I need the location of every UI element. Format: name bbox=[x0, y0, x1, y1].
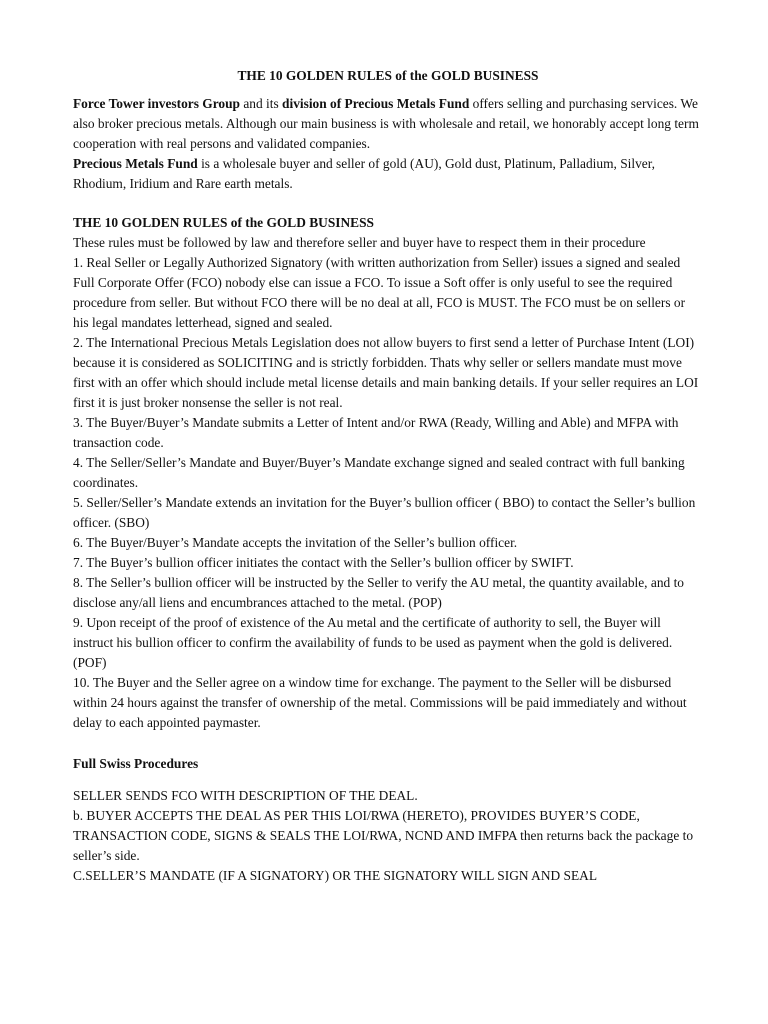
fund-name: Precious Metals Fund bbox=[73, 156, 198, 171]
rule-item: 5. Seller/Seller’s Mandate extends an invitation for the Buyer’s bullion officer ( BBO) to contact the Seller’s bullion officer. (SBO) bbox=[73, 495, 696, 530]
spacer bbox=[73, 194, 703, 213]
swiss-item: C.SELLER’S MANDATE (IF A SIGNATORY) OR THE SIGNATORY WILL SIGN AND SEAL bbox=[73, 868, 597, 883]
rule-item: 3. The Buyer/Buyer’s Mandate submits a Letter of Intent and/or RWA (Ready, Willing and Able) and MFPA with transaction code. bbox=[73, 415, 679, 450]
rule-item: 2. The International Precious Metals Legislation does not allow buyers to first send a letter of Purchase Intent (LOI) because it is considered as SOLICITING and is strictly forbidden. Thats why seller or sellers mandate must move first with an offer which should include metal license details and main banking details. If your seller requires an LOI first it is just broker nonsense the seller is not real. bbox=[73, 335, 699, 410]
rules-heading: THE 10 GOLDEN RULES of the GOLD BUSINESS bbox=[73, 215, 374, 230]
rule-item: 8. The Seller’s bullion officer will be instructed by the Seller to verify the AU metal, the quantity available, and to disclose any/all liens and encumbrances attached to the metal. (POP) bbox=[73, 575, 684, 610]
division-name: division of Precious Metals Fund bbox=[282, 96, 470, 111]
document-title: THE 10 GOLDEN RULES of the GOLD BUSINESS bbox=[237, 68, 539, 83]
spacer bbox=[73, 733, 703, 754]
rules-preamble: These rules must be followed by law and therefore seller and buyer have to respect them in their procedure bbox=[73, 235, 646, 250]
intro-text-2: offers selling and purchasing services. We also broker precious metals. Although our main business is with wholesale and retail, we honorably accept long term cooperation with real persons and validated companies. bbox=[73, 96, 699, 151]
rule-item: 9. Upon receipt of the proof of existence of the Au metal and the certificate of authority to sell, the Buyer will instruct his bullion officer to confirm the availability of funds to be used as payment when the gold is delivered.(POF) bbox=[73, 615, 673, 670]
document-page bbox=[73, 66, 703, 886]
rule-item: 6. The Buyer/Buyer’s Mandate accepts the invitation of the Seller’s bullion officer. bbox=[73, 535, 518, 550]
intro-text-3: is a wholesale buyer and seller of gold (AU), Gold dust, Platinum, Palladium, Silver, Rhodium, Iridium and Rare earth metals. bbox=[73, 156, 656, 191]
intro-text-1: and its bbox=[240, 96, 283, 111]
company-name: Force Tower investors Group bbox=[73, 96, 241, 111]
rule-item: 4. The Seller/Seller’s Mandate and Buyer/Buyer’s Mandate exchange signed and sealed contract with full banking coordinates. bbox=[73, 455, 685, 490]
swiss-item: b. BUYER ACCEPTS THE DEAL AS PER THIS LOI/RWA (HERETO), PROVIDES BUYER’S CODE, TRANSACTION CODE, SIGNS & SEALS THE LOI/RWA, NCND AND IMFPA then returns back the package to seller’s side. bbox=[73, 808, 694, 863]
intro-paragraph bbox=[73, 94, 703, 194]
swiss-heading: Full Swiss Procedures bbox=[73, 756, 199, 771]
rule-item: 1. Real Seller or Legally Authorized Signatory (with written authorization from Seller) issues a signed and sealed Full Corporate Offer (FCO) nobody else can issue a FCO. To issue a Soft offer is only useful to see the required procedure from seller. But without FCO there will be no deal at all, FCO is MUST. The FCO must be on sellers or his legal mandates letterhead, signed and sealed. bbox=[73, 255, 686, 330]
swiss-item: SELLER SENDS FCO WITH DESCRIPTION OF THE DEAL. bbox=[73, 788, 418, 803]
rule-item: 7. The Buyer’s bullion officer initiates the contact with the Seller’s bullion officer by SWIFT. bbox=[73, 555, 574, 570]
rule-item: 10. The Buyer and the Seller agree on a window time for exchange. The payment to the Seller will be disbursed within 24 hours against the transfer of ownership of the metal. Commissions will be paid immediately and without delay to each appointed paymaster. bbox=[73, 675, 687, 730]
